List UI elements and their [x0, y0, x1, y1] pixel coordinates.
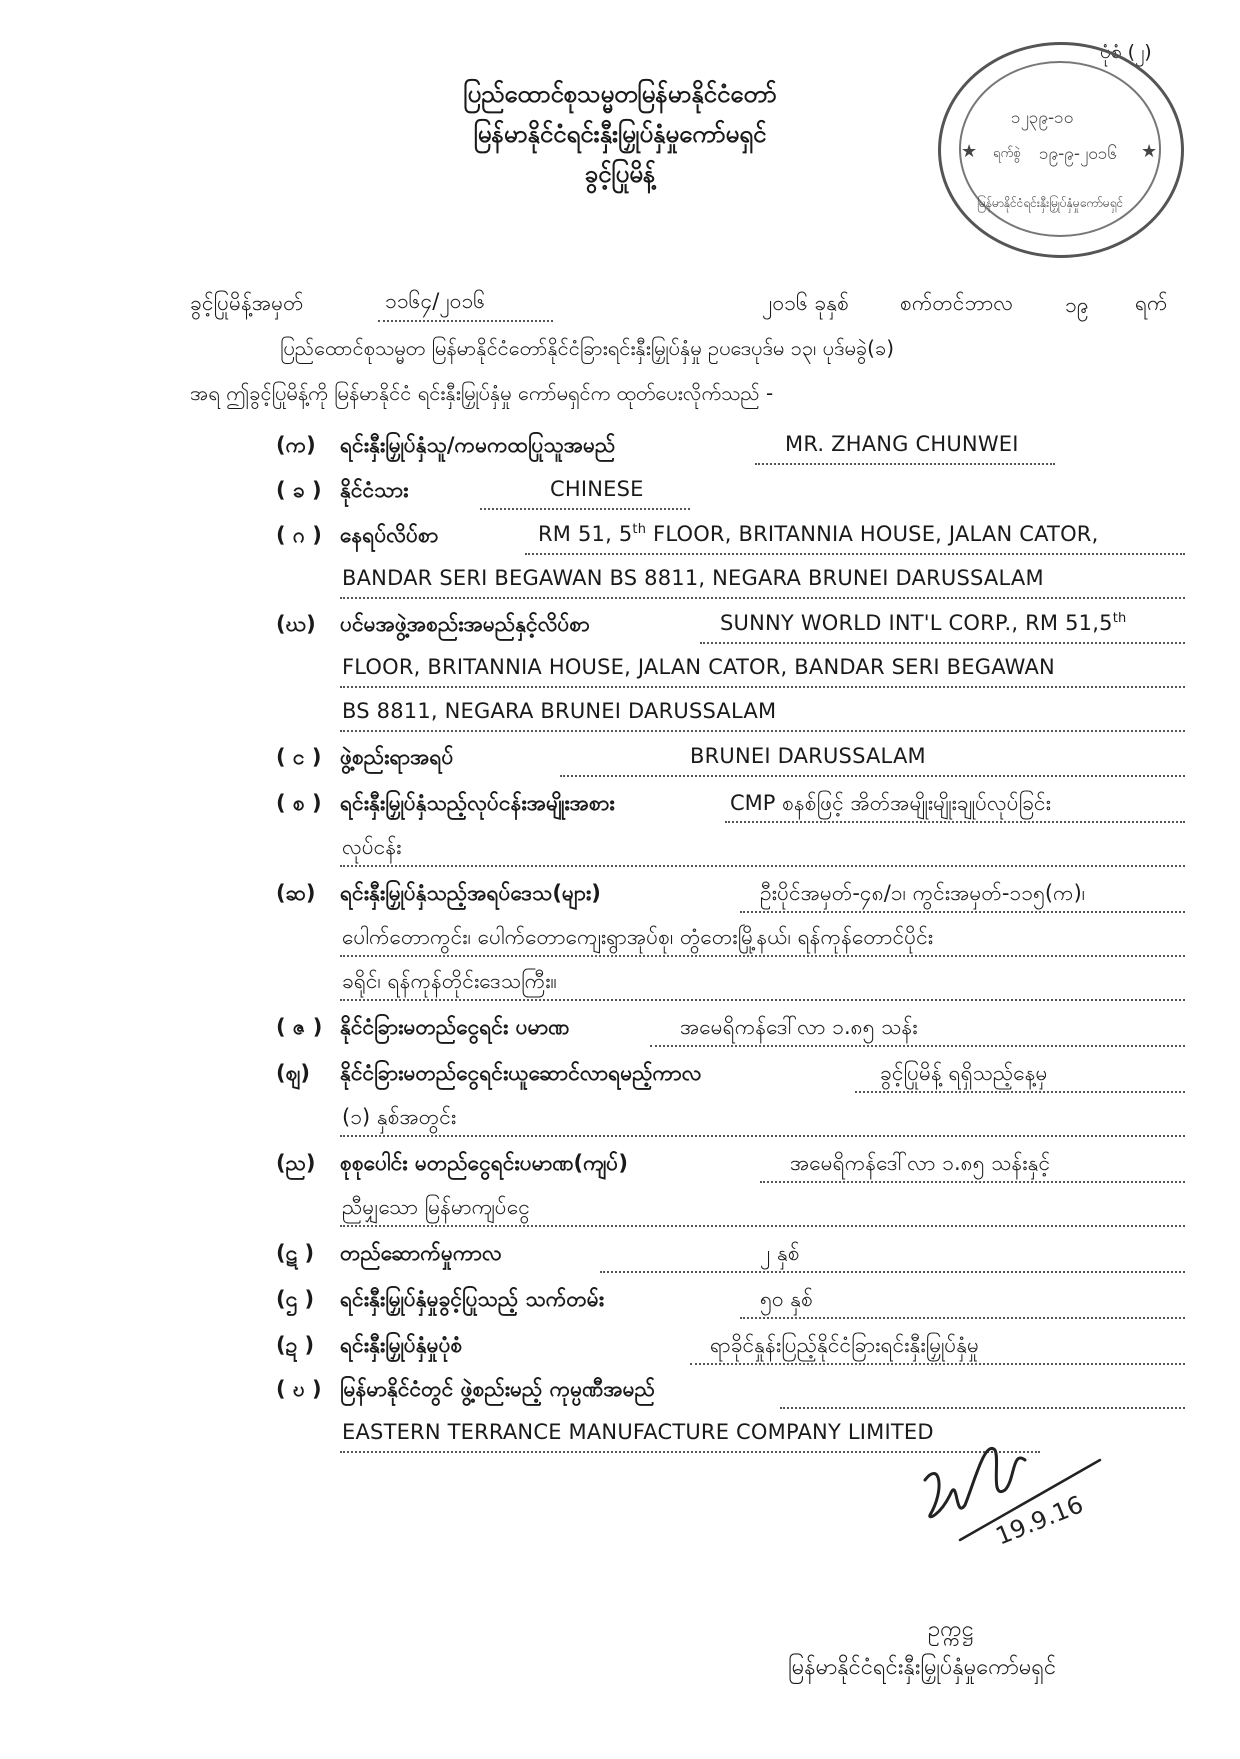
- permit-date-month: စက်တင်ဘာလ: [900, 291, 1013, 315]
- item-value: ခွင့်ပြုမိန့် ရရှိသည့်နေ့မှ: [880, 1061, 1048, 1085]
- item-key: (ဍ ): [276, 1333, 315, 1357]
- item-underline: [560, 775, 1185, 777]
- item-underline: [340, 730, 1185, 732]
- item-value-line-3: ခရိုင်၊ ရန်ကုန်တိုင်းဒေသကြီး။: [342, 969, 557, 993]
- item-value-line-2: BANDAR SERI BEGAWAN BS 8811, NEGARA BRUNEI DARUSSALAM: [342, 566, 1044, 590]
- item-key: ( ဂ ): [276, 523, 322, 547]
- item-key: (ဌ ): [276, 1287, 315, 1311]
- item-underline: [525, 553, 1185, 555]
- item-value: RM 51, 5th FLOOR, BRITANNIA HOUSE, JALAN CATOR,: [538, 522, 1099, 546]
- page-number: ပုံစံ (၂): [1100, 41, 1152, 63]
- item-underline: [780, 1407, 1185, 1409]
- item-underline: [725, 821, 1185, 823]
- item-value: ၅၀ နှစ်: [760, 1287, 813, 1311]
- item-label: နိုင်ငံသား: [340, 478, 409, 502]
- item-value-line-2: ပေါက်တောကွင်း၊ ပေါက်တောကျေးရွာအုပ်စု၊ တွံတေးမြို့နယ်၊ ရန်ကုန်တောင်ပိုင်း: [342, 925, 934, 949]
- permit-number: ၁၁၆၄/၂၀၁၆: [385, 289, 486, 313]
- stamp-date-label: ရက်စွဲ: [993, 146, 1021, 161]
- item-underline: [340, 865, 1185, 867]
- footer-title: ဥက္ကဋ္ဌ: [928, 1617, 974, 1642]
- item-key: (ဈ): [276, 1061, 310, 1085]
- item-value: ၂ နှစ်: [760, 1241, 800, 1265]
- item-value: ဦးပိုင်အမှတ်-၄၈/၁၊ ကွင်းအမှတ်-၁၁၅(က)၊: [760, 881, 1086, 905]
- item-key: ( ခ ): [276, 478, 322, 502]
- item-value-line-2: FLOOR, BRITANNIA HOUSE, JALAN CATOR, BANDAR SERI BEGAWAN: [342, 655, 1055, 679]
- item-underline: [600, 1271, 1185, 1273]
- item-value: BRUNEI DARUSSALAM: [690, 744, 926, 768]
- intro-line-2: အရ ဤခွင့်ပြုမိန့်ကို မြန်မာနိုင်ငံ ရင်းနှီးမြှုပ်နှံမှု ကော်မရှင်က ထုတ်ပေးလိုက်သည် -: [190, 381, 774, 405]
- item-underline: [690, 1363, 1185, 1365]
- item-key: ( ဎ ): [276, 1377, 322, 1401]
- item-key: (ည): [276, 1151, 316, 1175]
- item-label: ပင်မအဖွဲ့အစည်းအမည်နှင့်လိပ်စာ: [340, 612, 590, 636]
- item-label: စုစုပေါင်း မတည်ငွေရင်းပမာဏ(ကျပ်): [340, 1151, 628, 1175]
- item-underline: [340, 955, 1185, 957]
- item-value-line-2: ညီမျှသော မြန်မာကျပ်ငွေ: [342, 1195, 530, 1219]
- header-commission: မြန်မာနိုင်ငံရင်းနှီးမြှုပ်နှံမှုကော်မရှင်: [473, 120, 767, 148]
- permit-date-day-suffix: ရက်: [1135, 291, 1168, 315]
- stamp-star-left-icon: ★: [961, 141, 978, 162]
- permit-number-underline: [378, 320, 553, 322]
- item-key: (ဋ ): [276, 1241, 315, 1265]
- item-underline: [650, 1045, 1185, 1047]
- item-label: ရင်းနှီးမြှုပ်နှံသူ/ကမကထပြုသူအမည်: [340, 433, 616, 457]
- item-value: CHINESE: [550, 477, 644, 501]
- signature: [900, 1420, 1120, 1554]
- item-value: အမေရိကန်ဒေါ်လာ ၁.၈၅ သန်း: [680, 1015, 918, 1039]
- item-underline: [755, 463, 1055, 465]
- item-key: (ဆ): [276, 881, 316, 905]
- company-name: EASTERN TERRANCE MANUFACTURE COMPANY LIMITED: [342, 1420, 934, 1444]
- item-value: MR. ZHANG CHUNWEI: [785, 432, 1019, 456]
- item-value: အမေရိကန်ဒေါ်လာ ၁.၈၅ သန်းနှင့်: [790, 1151, 1051, 1175]
- item-label: ရင်းနှီးမြှုပ်နှံသည့်အရပ်ဒေသ(များ): [340, 881, 601, 905]
- item-underline: [340, 999, 1185, 1001]
- item-key: (က): [276, 433, 316, 457]
- intro-line-1: ပြည်ထောင်စုသမ္မတ မြန်မာနိုင်ငံတော်နိုင်ငံခြားရင်းနှီးမြှုပ်နှံမှု ဥပဒေပုဒ်မ ၁၃၊ ပုဒ်မခွဲ(ခ): [280, 336, 895, 360]
- footer-org: မြန်မာနိုင်ငံရင်းနှီးမြှုပ်နှံမှုကော်မရှင်: [788, 1655, 1057, 1680]
- item-key: (ဃ): [276, 612, 316, 636]
- item-label: နိုင်ငံခြားမတည်ငွေရင်း ပမာဏ: [340, 1015, 570, 1039]
- item-value: CMP စနစ်ဖြင့် အိတ်အမျိုးမျိုးချုပ်လုပ်ခြင်း: [730, 791, 1051, 815]
- item-value: ရာခိုင်နှုန်းပြည့်နိုင်ငံခြားရင်းနှီးမြှုပ်နှံမှု: [710, 1333, 980, 1357]
- item-value-line-3: BS 8811, NEGARA BRUNEI DARUSSALAM: [342, 699, 777, 723]
- item-label: ဖွဲ့စည်းရာအရပ်: [340, 745, 454, 769]
- item-label: မြန်မာနိုင်ငံတွင် ဖွဲ့စည်းမည့် ကုမ္ပဏီအမည်: [340, 1377, 655, 1401]
- item-label: နိုင်ငံခြားမတည်ငွေရင်းယူဆောင်လာရမည့်ကာလ: [340, 1061, 702, 1085]
- item-value-line-2: (၁) နှစ်အတွင်း: [342, 1105, 457, 1129]
- permit-date-day: ၁၉: [1065, 293, 1089, 317]
- stamp-number: ၁၂၃၉-၁၀: [1011, 108, 1074, 128]
- stamp-star-right-icon: ★: [1141, 141, 1158, 162]
- permit-date-year: ၂၀၁၆ ခုနှစ်: [762, 291, 849, 315]
- stamp-date: ၁၉-၉-၂၀၁၆: [1039, 144, 1117, 164]
- stamp-ring-text: မြန်မာနိုင်ငံရင်းနှီးမြှုပ်နှံမှုကော်မရှင်: [977, 196, 1124, 210]
- item-underline: [480, 508, 690, 510]
- signature-scribble: [900, 1420, 1120, 1550]
- item-underline: [340, 1225, 1185, 1227]
- header-permit-title: ခွင့်ပြုမိန့်: [584, 160, 656, 188]
- item-underline: [340, 1135, 1185, 1137]
- item-label: ရင်းနှီးမြှုပ်နှံမှုခွင့်ပြုသည့် သက်တမ်း: [340, 1287, 605, 1311]
- header-country: ပြည်ထောင်စုသမ္မတမြန်မာနိုင်ငံတော်: [463, 80, 777, 108]
- item-value: SUNNY WORLD INT'L CORP., RM 51,5th: [720, 611, 1127, 635]
- item-underline: [855, 1091, 1185, 1093]
- item-key: ( င ): [276, 745, 322, 769]
- item-underline: [740, 1317, 1185, 1319]
- item-label: နေရပ်လိပ်စာ: [340, 523, 439, 547]
- official-stamp: [938, 42, 1184, 258]
- item-key: ( စ ): [276, 791, 322, 815]
- item-label: တည်ဆောက်မှုကာလ: [340, 1241, 502, 1265]
- item-value-line-2: လုပ်ငန်း: [342, 835, 402, 859]
- signature-date: 19.9.16: [991, 1490, 1088, 1550]
- item-label: ရင်းနှီးမြှုပ်နှံသည့်လုပ်ငန်းအမျိုးအစား: [340, 791, 615, 815]
- item-underline: [700, 642, 1185, 644]
- permit-number-label: ခွင့်ပြုမိန့်အမှတ်: [190, 291, 304, 315]
- item-underline: [740, 911, 1185, 913]
- item-underline: [340, 597, 1185, 599]
- item-underline: [340, 686, 1185, 688]
- item-underline: [760, 1181, 1185, 1183]
- item-label: ရင်းနှီးမြှုပ်နှံမှုပုံစံ: [340, 1333, 463, 1357]
- item-key: ( ဇ ): [276, 1015, 323, 1039]
